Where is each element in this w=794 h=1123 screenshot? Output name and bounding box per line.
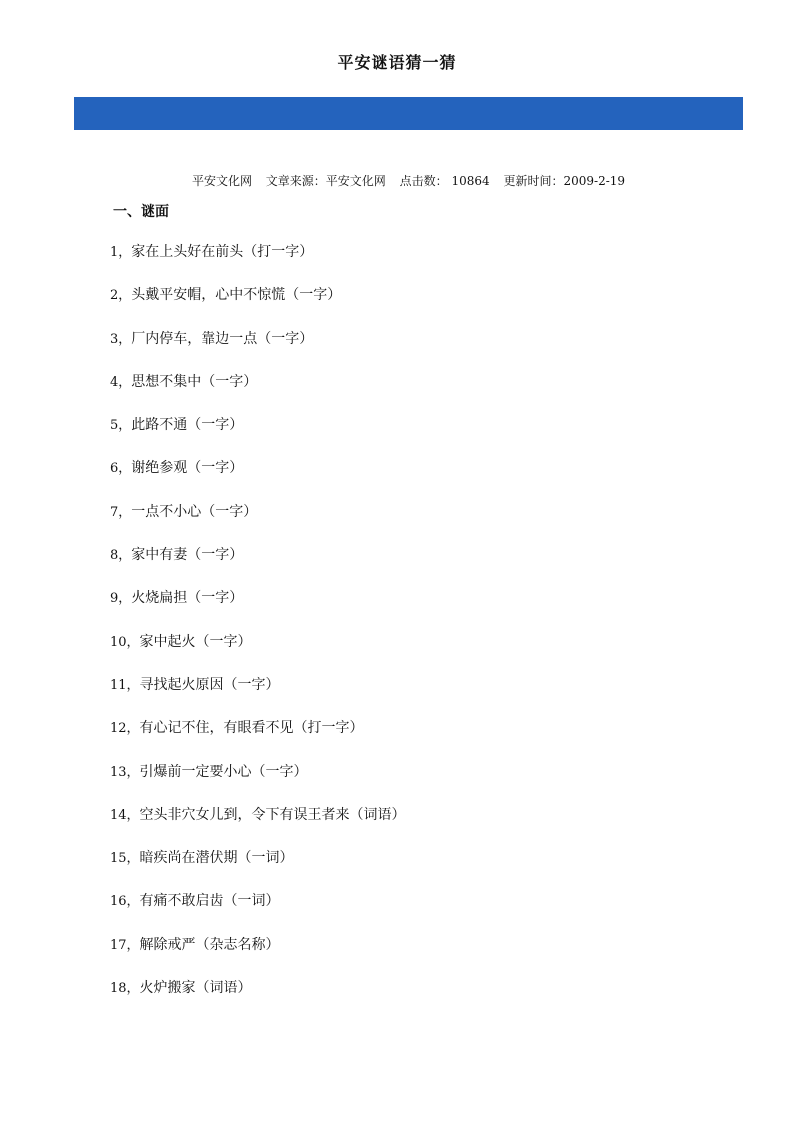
riddle-number: 1，	[110, 245, 132, 260]
riddle-text: 火烧扁担（一字）	[131, 590, 244, 607]
riddle-text: 思想不集中（一字）	[131, 373, 258, 390]
riddle-text: 寻找起火原因（一字）	[139, 676, 280, 693]
riddle-number: 14，	[110, 807, 140, 823]
riddle-text: 空头非穴女儿到，令下有误王者来（词语）	[139, 806, 406, 823]
riddle-text: 头戴平安帽，心中不惊慌（一字）	[131, 287, 342, 304]
riddle-number: 18，	[110, 981, 140, 997]
riddle-item	[110, 935, 406, 978]
riddle-item	[110, 978, 406, 1021]
riddle-number: 11，	[110, 677, 140, 693]
riddle-text: 此路不通（一字）	[131, 417, 244, 434]
meta-clicks-label: 点击数：	[399, 174, 448, 188]
riddle-number: 12，	[110, 721, 140, 737]
riddle-item	[110, 458, 406, 501]
riddle-number: 17，	[110, 937, 140, 953]
page-title: 平安谜语猜一猜	[337, 53, 457, 72]
riddle-item	[110, 848, 406, 891]
meta-source: 文章来源：平安文化网	[265, 174, 386, 188]
riddle-item	[110, 242, 406, 285]
riddle-list	[110, 242, 406, 1021]
riddle-item	[110, 329, 406, 372]
riddle-text: 家在上头好在前头（打一字）	[131, 244, 314, 260]
riddle-item	[110, 718, 406, 761]
riddle-text: 有痛不敢启齿（一词）	[139, 893, 280, 910]
riddle-number: 10，	[110, 634, 140, 650]
riddle-text: 谢绝参观（一字）	[131, 460, 244, 477]
meta-updated: 更新时间：2009-2-19	[503, 174, 626, 188]
riddle-number: 13，	[110, 764, 140, 780]
riddle-item	[110, 502, 406, 545]
riddle-item	[110, 545, 406, 588]
riddle-number: 9，	[110, 591, 132, 607]
riddle-text: 厂内停车，靠边一点（一字）	[131, 330, 314, 347]
meta-clicks-value: 10864	[451, 174, 490, 188]
riddle-text: 一点不小心（一字）	[131, 503, 258, 520]
riddle-text: 解除戒严（杂志名称）	[139, 936, 280, 953]
header-banner	[74, 97, 743, 130]
riddle-item	[110, 588, 406, 631]
riddle-item	[110, 632, 406, 675]
riddle-item	[110, 675, 406, 718]
riddle-item	[110, 372, 406, 415]
riddle-number: 16，	[110, 894, 140, 910]
riddle-text: 火炉搬家（词语）	[139, 980, 252, 997]
riddle-number: 7，	[110, 504, 132, 520]
riddle-item	[110, 285, 406, 328]
riddle-item	[110, 891, 406, 934]
riddle-item	[110, 762, 406, 805]
riddle-number: 4，	[110, 374, 132, 390]
section-heading: 一、谜面	[113, 204, 169, 220]
riddle-number: 5，	[110, 418, 132, 434]
article-meta	[74, 172, 743, 189]
riddle-text: 有心记不住，有眼看不见（打一字）	[139, 720, 364, 737]
riddle-number: 15，	[110, 851, 140, 867]
meta-site: 平安文化网	[191, 174, 252, 188]
riddle-text: 暗疾尚在潜伏期（一词）	[139, 850, 294, 867]
riddle-item	[110, 805, 406, 848]
meta-clicks	[400, 174, 490, 188]
riddle-text: 引爆前一定要小心（一字）	[139, 763, 308, 780]
riddle-number: 3，	[110, 331, 132, 347]
riddle-number: 8，	[110, 548, 132, 564]
riddle-item	[110, 415, 406, 458]
riddle-number: 2，	[110, 288, 132, 304]
riddle-text: 家中有妻（一字）	[131, 547, 244, 564]
riddle-text: 家中起火（一字）	[139, 633, 252, 650]
riddle-number: 6，	[110, 461, 132, 477]
